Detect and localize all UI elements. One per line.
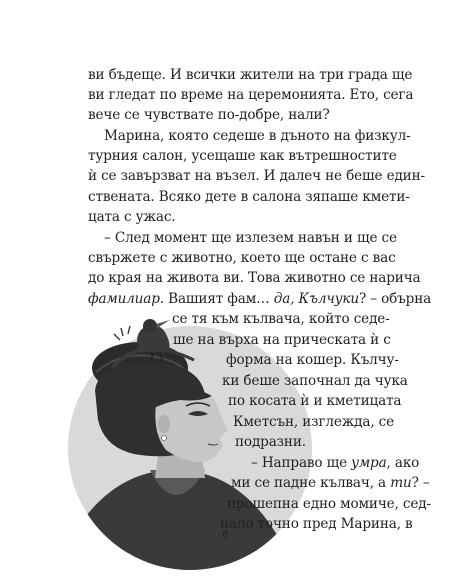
text-span: ? – [411, 475, 430, 491]
text-span: ми се падне кълвач, а [231, 475, 391, 491]
text-line: ки беше започнал да чука [222, 373, 408, 389]
text-line: свържете с животно, което ще остане с вас [88, 250, 396, 266]
text-italic: фамилиар [88, 291, 160, 307]
text-line: подразни. [235, 434, 306, 450]
text-line: Марина, която седеше в дъното на физкул- [104, 128, 411, 144]
text-span: – Направо ще [251, 455, 352, 471]
text-line: форма на кошер. Кълчу- [226, 352, 399, 368]
text-line: ѝ се завързват на възел. И далеч не беше един- [88, 168, 425, 184]
text-line [251, 454, 420, 472]
text-line [231, 474, 430, 492]
text-line: прошепна едно момиче, сед- [227, 496, 431, 512]
text-line: вече се чувствате по-добре, нали? [88, 107, 330, 123]
text-italic: ти [390, 475, 412, 491]
text-span: , ако [386, 455, 420, 471]
text-line: до края на живота ви. Това животно се нарича [88, 270, 421, 286]
page-number: ·8· [217, 528, 235, 541]
text-line [88, 290, 432, 308]
text-line: – След момент ще излезем навън и ще се [104, 230, 397, 246]
text-line: нало точно пред Марина, в [220, 516, 413, 532]
text-line: се тя към кълвача, който седе- [172, 311, 390, 327]
text-line: ше на върха на прическата ѝ с [173, 332, 391, 348]
text-line: Кметсън, изглежда, се [233, 414, 395, 430]
text-line: ви гледат по време на церемонията. Ето, сега [88, 87, 414, 103]
text-italic: умра [351, 455, 387, 471]
text-line: по косата ѝ и кметицата [228, 393, 402, 409]
text-italic: да, Кълчуки [273, 291, 359, 307]
text-span: ? – обърна [358, 291, 432, 307]
text-line: ви бъдеще. И всички жители на три града ще [88, 67, 413, 83]
text-span: . Вашият фам… [159, 291, 274, 307]
text-line: турния салон, усещаше как вътрешностите [88, 148, 397, 164]
text-line: цата с ужас. [88, 209, 176, 225]
text-line: ствената. Всяко дете в салона зяпаше кмети- [88, 189, 410, 205]
